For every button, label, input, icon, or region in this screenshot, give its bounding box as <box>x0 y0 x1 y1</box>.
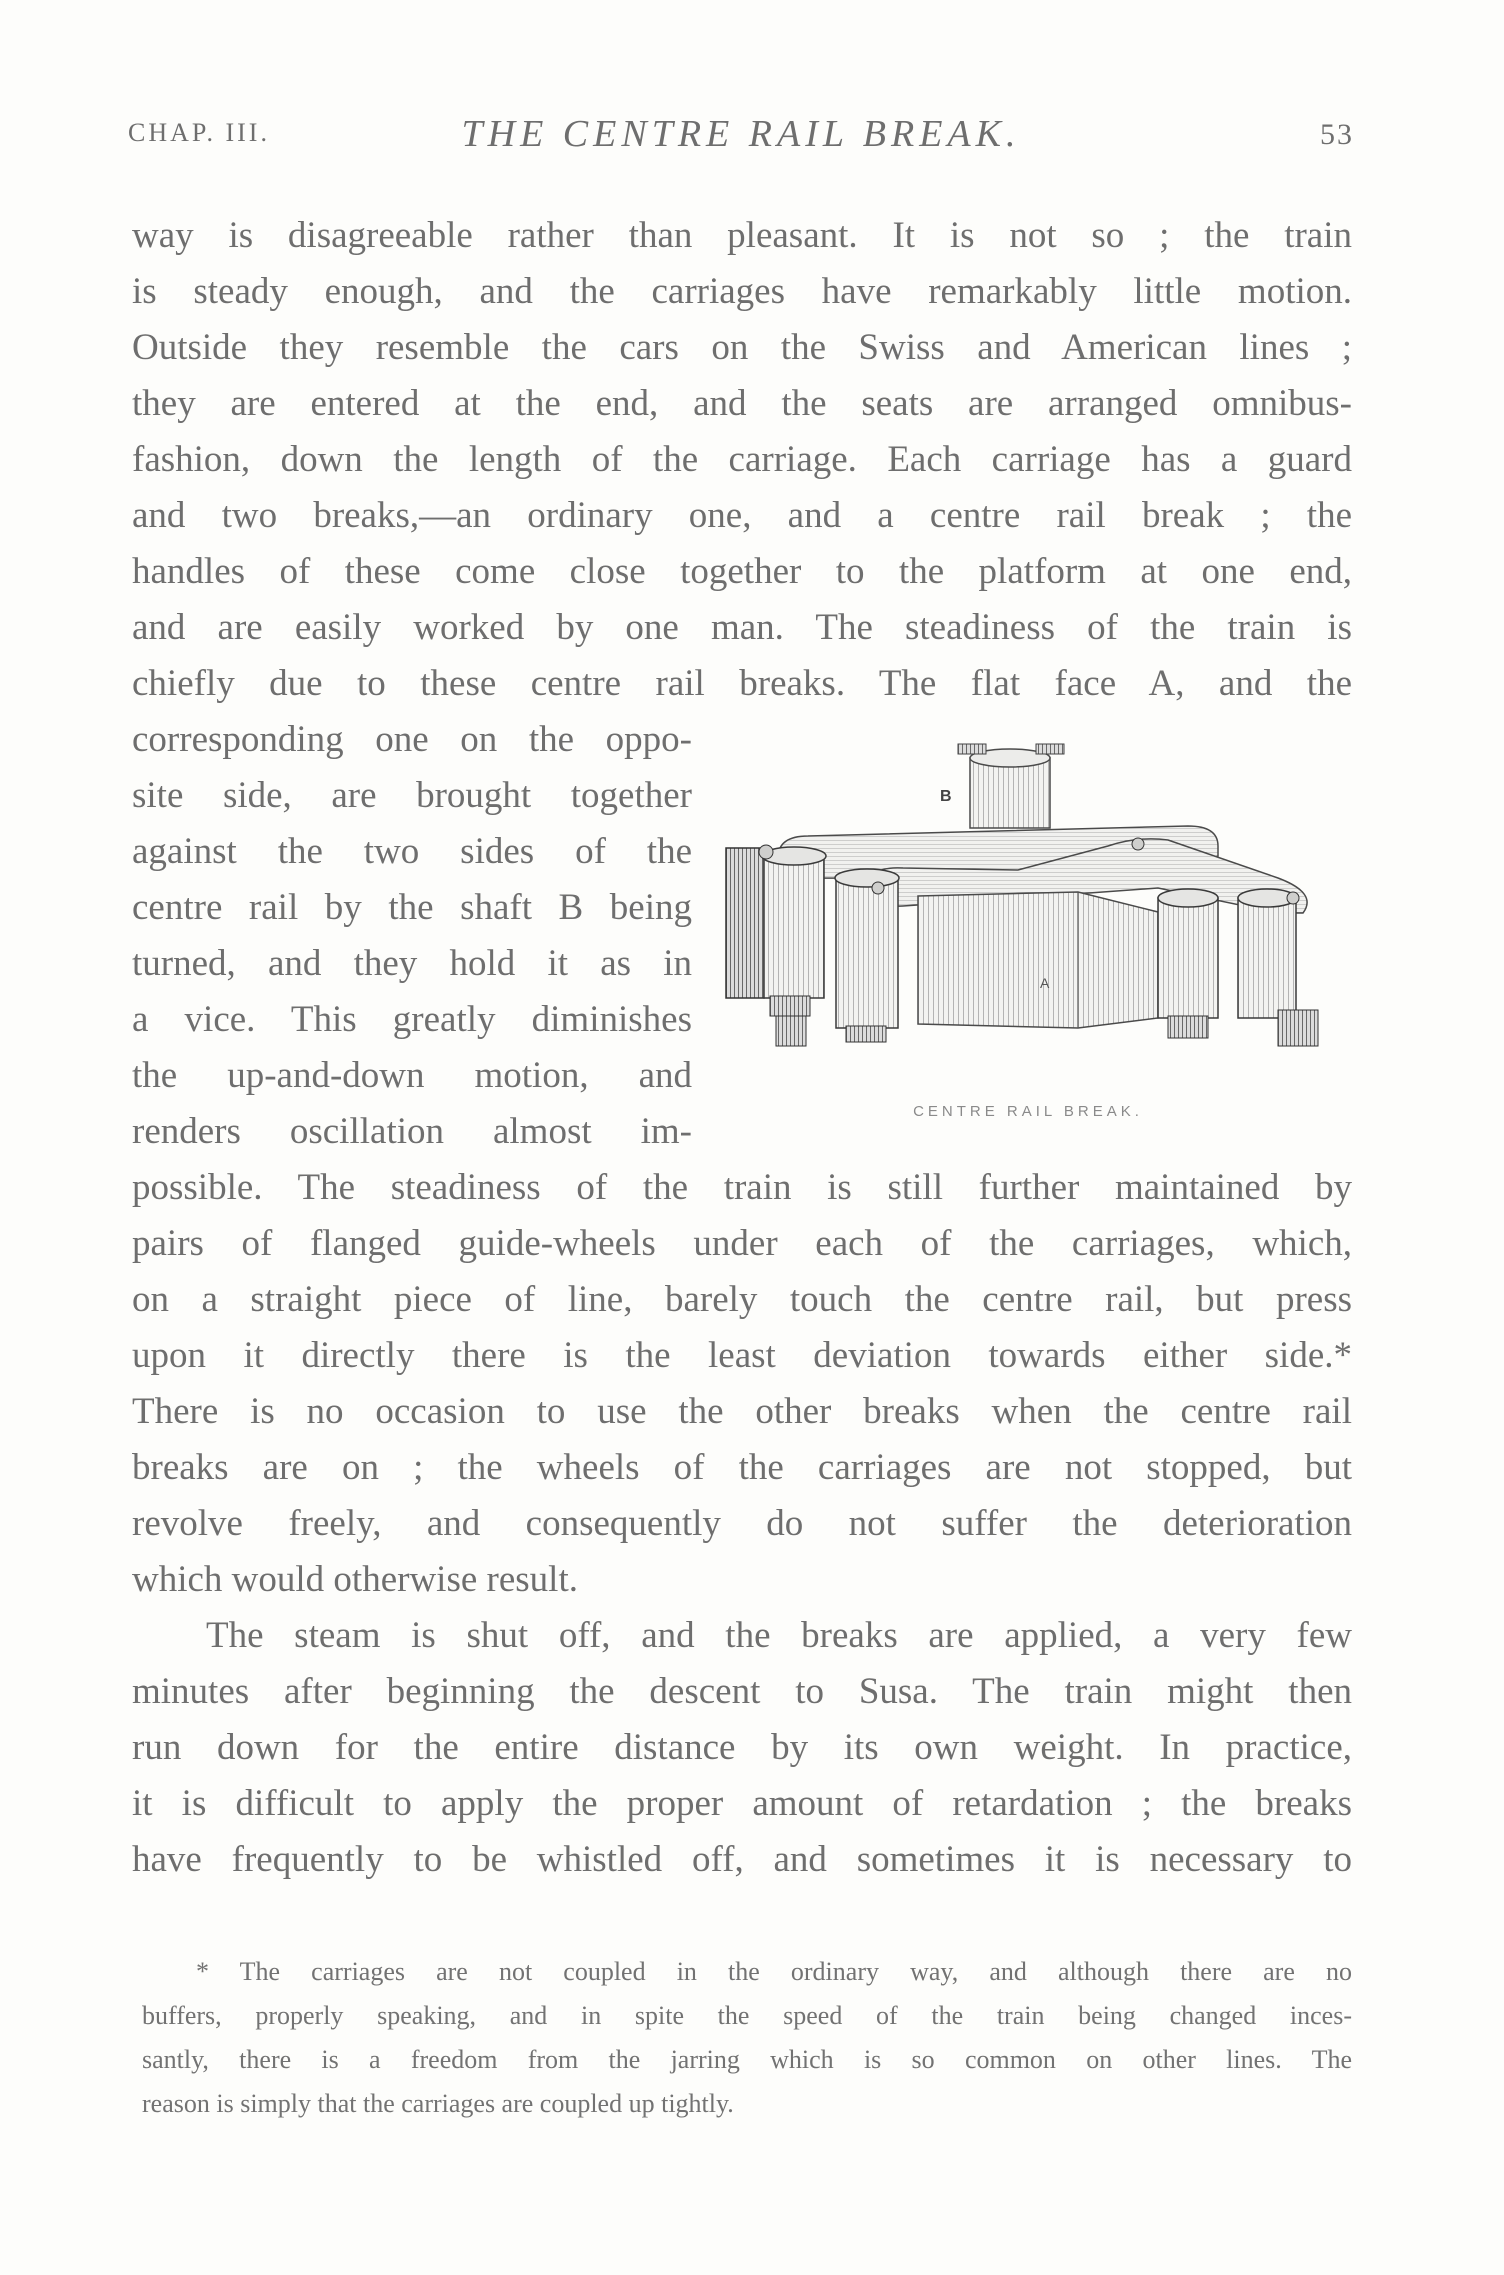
centre-rail-break-figure <box>718 728 1338 1128</box>
text-line: the up-and-down motion, and <box>132 1055 692 1096</box>
page-title: THE CENTRE RAIL BREAK. <box>461 113 1021 155</box>
centre-rail-break-illustration <box>718 728 1338 1098</box>
figure-caption: CENTRE RAIL BREAK. <box>913 1103 1143 1120</box>
text-line: they are entered at the end, and the seats are arranged omnibus- <box>132 383 1352 424</box>
text-line: breaks are on ; the wheels of the carriages are not stopped, but <box>132 1447 1352 1488</box>
text-line: which would otherwise result. <box>132 1559 578 1600</box>
footnote-line: reason is simply that the carriages are coupled up tightly. <box>142 2089 734 2118</box>
text-line: chiefly due to these centre rail breaks. The flat face A, and the <box>132 663 1352 704</box>
text-line: revolve freely, and consequently do not suffer the deterioration <box>132 1503 1352 1544</box>
text-line: There is no occasion to use the other breaks when the centre rail <box>132 1391 1352 1432</box>
text-line: it is difficult to apply the proper amount of retardation ; the breaks <box>132 1783 1352 1824</box>
text-line: and two breaks,—an ordinary one, and a centre rail break ; the <box>132 495 1352 536</box>
footnote-line: buffers, properly speaking, and in spite the speed of the train being changed inces- <box>142 2001 1352 2030</box>
text-line: upon it directly there is the least deviation towards either side.* <box>132 1335 1352 1376</box>
label-b: B <box>940 788 952 805</box>
text-line: renders oscillation almost im- <box>132 1111 692 1152</box>
text-line: corresponding one on the oppo- <box>132 719 692 760</box>
text-line: fashion, down the length of the carriage. Each carriage has a guard <box>132 439 1352 480</box>
text-line: a vice. This greatly diminishes <box>132 999 692 1040</box>
text-line: handles of these come close together to the platform at one end, <box>132 551 1352 592</box>
text-line: turned, and they hold it as in <box>132 943 692 984</box>
chapter-label: CHAP. III. <box>128 118 270 147</box>
text-line: way is disagreeable rather than pleasant. It is not so ; the train <box>132 215 1352 256</box>
text-line: is steady enough, and the carriages have remarkably little motion. <box>132 271 1352 312</box>
text-line: against the two sides of the <box>132 831 692 872</box>
text-line: and are easily worked by one man. The steadiness of the train is <box>132 607 1352 648</box>
label-a: A <box>1040 975 1050 991</box>
running-head <box>128 112 1354 162</box>
text-line: site side, are brought together <box>132 775 692 816</box>
text-line: have frequently to be whistled off, and sometimes it is necessary to <box>132 1839 1352 1880</box>
page-number: 53 <box>1320 118 1354 151</box>
text-line: centre rail by the shaft B being <box>132 887 692 928</box>
text-line: possible. The steadiness of the train is still further maintained by <box>132 1167 1352 1208</box>
text-line: on a straight piece of line, barely touch the centre rail, but press <box>132 1279 1352 1320</box>
footnote-line: santly, there is a freedom from the jarring which is so common on other lines. The <box>142 2045 1352 2074</box>
text-line: run down for the entire distance by its own weight. In practice, <box>132 1727 1352 1768</box>
footnote-line: * The carriages are not coupled in the ordinary way, and although there are no <box>196 1957 1352 1986</box>
text-line: Outside they resemble the cars on the Swiss and American lines ; <box>132 327 1352 368</box>
text-line: The steam is shut off, and the breaks are applied, a very few <box>206 1615 1352 1656</box>
text-line: minutes after beginning the descent to Susa. The train might then <box>132 1671 1352 1712</box>
text-line: pairs of flanged guide-wheels under each of the carriages, which, <box>132 1223 1352 1264</box>
